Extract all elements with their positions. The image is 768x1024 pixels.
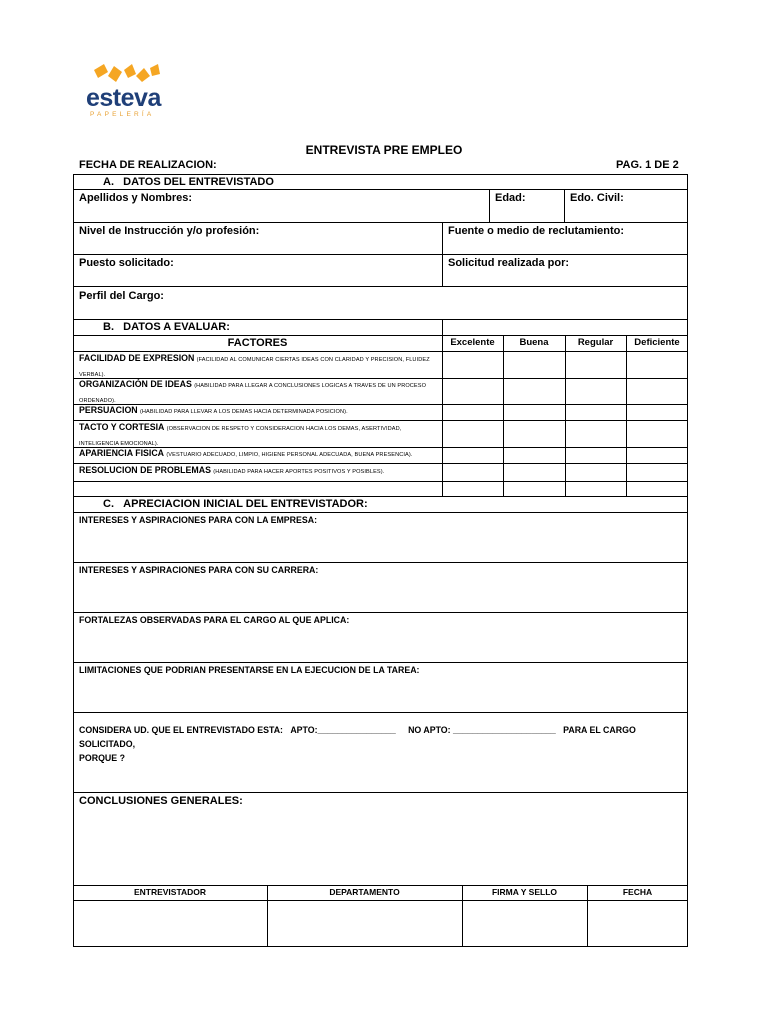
- porque-label: PORQUE ?: [79, 753, 125, 763]
- no-apto-label: NO APTO:: [408, 725, 451, 735]
- factor-desc: (FACILIDAD AL COMUNICAR CIERTAS IDEAS CON CLARIDAD Y PRECISION, FLUIDEZ VERBAL).: [79, 357, 430, 378]
- apto-tail: PARA EL CARGO SOLICITADO,: [79, 725, 636, 749]
- section-a-title: DATOS DEL ENTREVISTADO: [123, 176, 274, 188]
- conclusiones-field[interactable]: CONCLUSIONES GENERALES:: [79, 795, 243, 807]
- edo-civil-field[interactable]: Edo. Civil:: [570, 192, 624, 204]
- footer-entrevistador: ENTREVISTADOR: [133, 887, 207, 897]
- section-a-header: [103, 176, 274, 188]
- section-a-letter: A.: [103, 176, 114, 188]
- apto-label: APTO:: [290, 725, 318, 735]
- rating-regular: Regular: [577, 337, 614, 348]
- solicitud-field[interactable]: Solicitud realizada por:: [448, 257, 570, 269]
- factor-desc: (HABILIDAD PARA HACER APORTES POSITIVOS Y POSIBLES).: [213, 469, 385, 475]
- fecha-label: FECHA DE REALIZACION:: [79, 159, 217, 171]
- factor-row: [79, 404, 439, 419]
- apellidos-field[interactable]: Apellidos y Nombres:: [79, 192, 193, 204]
- factor-name: FACILIDAD DE EXPRESION: [79, 353, 195, 363]
- logo-subtitle: PAPELERÍA: [90, 111, 155, 118]
- apto-question[interactable]: [79, 723, 679, 765]
- form-title: ENTREVISTA PRE EMPLEO: [305, 143, 463, 157]
- factor-name: PERSUACION: [79, 405, 138, 415]
- rating-excelente: Excelente: [450, 337, 495, 348]
- factor-desc: (HABILIDAD PARA LLEVAR A LOS DEMAS HACIA DETERMINADA POSICION).: [139, 409, 348, 415]
- section-c-title: APRECIACION INICIAL DEL ENTREVISTADOR:: [123, 498, 368, 510]
- no-apto-blank[interactable]: _____________________: [453, 725, 556, 735]
- factor-row: [79, 447, 439, 462]
- footer-firma: FIRMA Y SELLO: [491, 887, 558, 897]
- puesto-field[interactable]: Puesto solicitado:: [79, 257, 174, 269]
- apto-blank[interactable]: ________________: [317, 725, 396, 735]
- rating-buena: Buena: [519, 337, 549, 348]
- factors-header: FACTORES: [227, 337, 288, 349]
- section-b-title: DATOS A EVALUAR:: [123, 321, 230, 333]
- footer-departamento: DEPARTAMENTO: [329, 887, 400, 897]
- factor-desc: (VESTUARIO ADECUADO, LIMPIO, HIGIENE PERSONAL ADECUADA, BUENA PRESENCIA).: [166, 452, 413, 458]
- logo-wordmark: esteva: [86, 84, 161, 112]
- footer-fecha: FECHA: [622, 887, 653, 897]
- form-frame: [73, 174, 688, 947]
- factor-name: TACTO Y CORTESIA: [79, 422, 165, 432]
- factor-name: APARIENCIA FISICA: [79, 448, 165, 458]
- factor-row: [79, 464, 439, 479]
- factor-desc: (HABILIDAD PARA LLEGAR A CONCLUSIONES LOGICAS A TRAVES DE UN PROCESO ORDENADO).: [79, 383, 427, 404]
- factor-desc: (OBSERVACION DE RESPETO Y CONSIDERACION HACIA LOS DEMAS, ASERTIVIDAD, INTELIGENCIA EMOCIONAL).: [79, 426, 402, 447]
- factor-name: RESOLUCION DE PROBLEMAS: [79, 465, 211, 475]
- question-fortalezas[interactable]: FORTALEZAS OBSERVADAS PARA EL CARGO AL QUE APLICA:: [79, 615, 350, 625]
- section-c-letter: C.: [103, 498, 114, 510]
- perfil-field[interactable]: Perfil del Cargo:: [79, 290, 164, 302]
- page-number: PAG. 1 DE 2: [616, 159, 679, 171]
- fuente-field[interactable]: Fuente o medio de reclutamiento:: [448, 225, 625, 237]
- question-empresa[interactable]: INTERESES Y ASPIRACIONES PARA CON LA EMPRESA:: [79, 515, 318, 525]
- question-carrera[interactable]: INTERESES Y ASPIRACIONES PARA CON SU CARRERA:: [79, 565, 319, 575]
- section-c-header: [103, 498, 368, 510]
- nivel-field[interactable]: Nivel de Instrucción y/o profesión:: [79, 225, 260, 237]
- edad-field[interactable]: Edad:: [495, 192, 526, 204]
- section-b-header: [103, 321, 230, 333]
- section-b-letter: B.: [103, 321, 114, 333]
- question-limitaciones[interactable]: LIMITACIONES QUE PODRIAN PRESENTARSE EN LA EJECUCION DE LA TAREA:: [79, 665, 420, 675]
- apto-question-text: CONSIDERA UD. QUE EL ENTREVISTADO ESTA:: [79, 725, 283, 735]
- factor-name: ORGANIZACIÓN DE IDEAS: [79, 379, 192, 389]
- rating-deficiente: Deficiente: [634, 337, 680, 348]
